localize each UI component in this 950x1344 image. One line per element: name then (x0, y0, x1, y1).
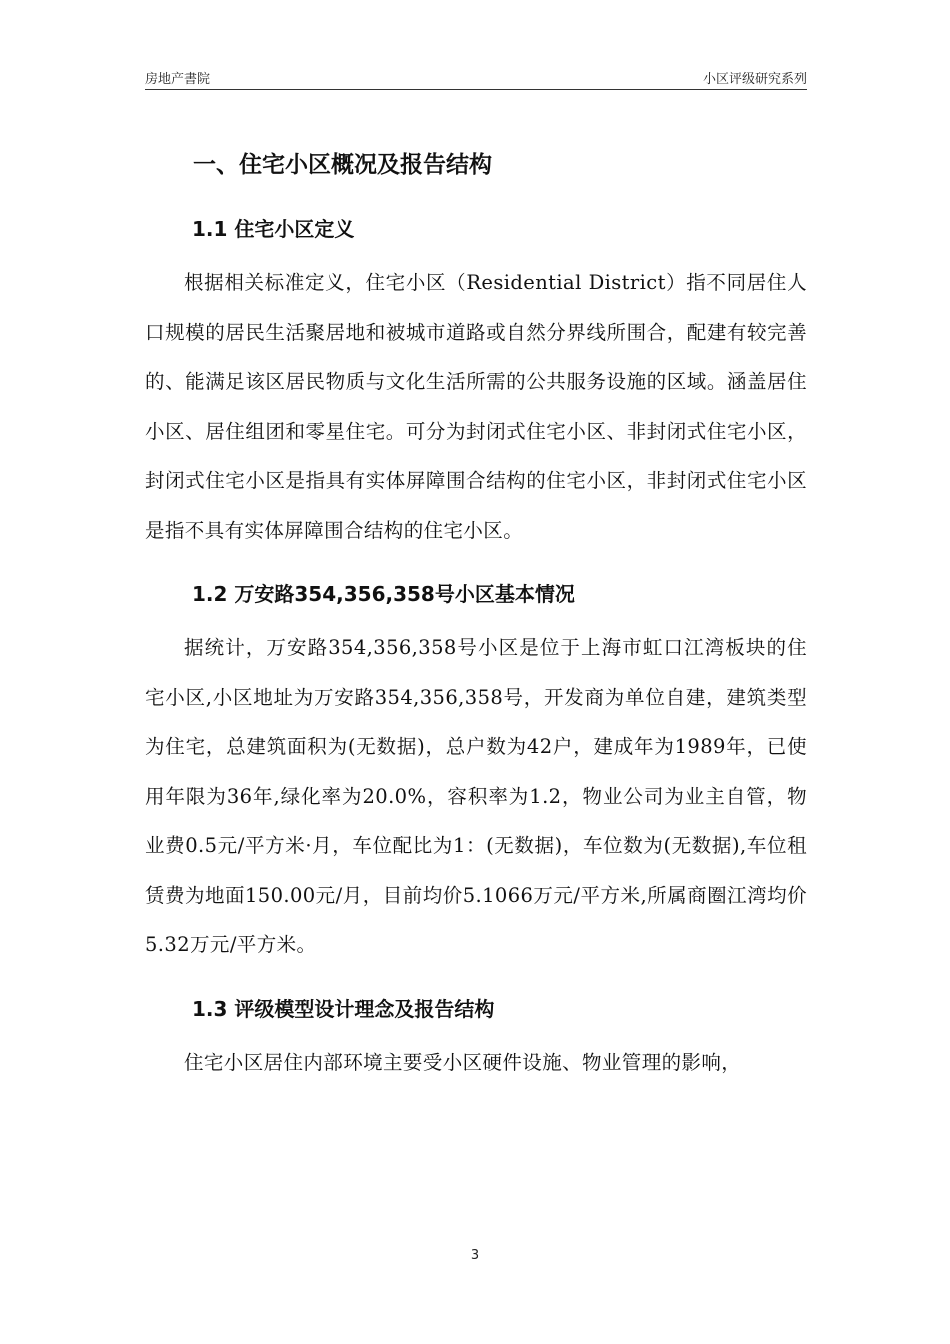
chapter-title: 一、住宅小区概况及报告结构 (193, 152, 492, 178)
page-number: 3 (470, 1248, 480, 1263)
header-rule (145, 89, 807, 90)
header-publisher: 房地产書院 (145, 72, 211, 87)
header-series: 小区评级研究系列 (702, 72, 807, 87)
section-title-1-2: 1.2 万安路354,356,358号小区基本情况 (192, 582, 575, 606)
section-title-1-1: 1.1 住宅小区定义 (192, 217, 355, 241)
section-title-1-3: 1.3 评级模型设计理念及报告结构 (192, 996, 495, 1021)
page-header (145, 68, 807, 90)
section-paragraph-1-2: 据统计，万安路354,356,358号小区是位于上海市虹口江湾板块的住宅小区,小区地址为万安路354,356,358号，开发商为单位自建，建筑类型为住宅，总建筑面积为(无数据)，总户数为42户，建成年为1989年，已使用年限为36年,绿化率为20.0%，容积率为1.2，物业公司为业主自管，物业费0.5元/平方米·月，车位配比为1：(无数据)，车位数为(无数据),车位租赁费为地面150.00元/月，目前均价5.1066万元/平方米,所属商圈江湾均价5.32万元/平方米。 (145, 636, 807, 956)
section-paragraph-1-1: 根据相关标准定义，住宅小区（Residential District）指不同居住人口规模的居民生活聚居地和被城市道路或自然分界线所围合，配建有较完善的、能满足该区居民物质与文化生活所需的公共服务设施的区域。涵盖居住小区、居住组团和零星住宅。可分为封闭式住宅小区、非封闭式住宅小区，封闭式住宅小区是指具有实体屏障围合结构的住宅小区，非封闭式住宅小区是指不具有实体屏障围合结构的住宅小区。 (145, 271, 807, 542)
page-content (145, 140, 807, 1087)
section-paragraph-1-3: 住宅小区居住内部环境主要受小区硬件设施、物业管理的影响， (184, 1050, 742, 1074)
